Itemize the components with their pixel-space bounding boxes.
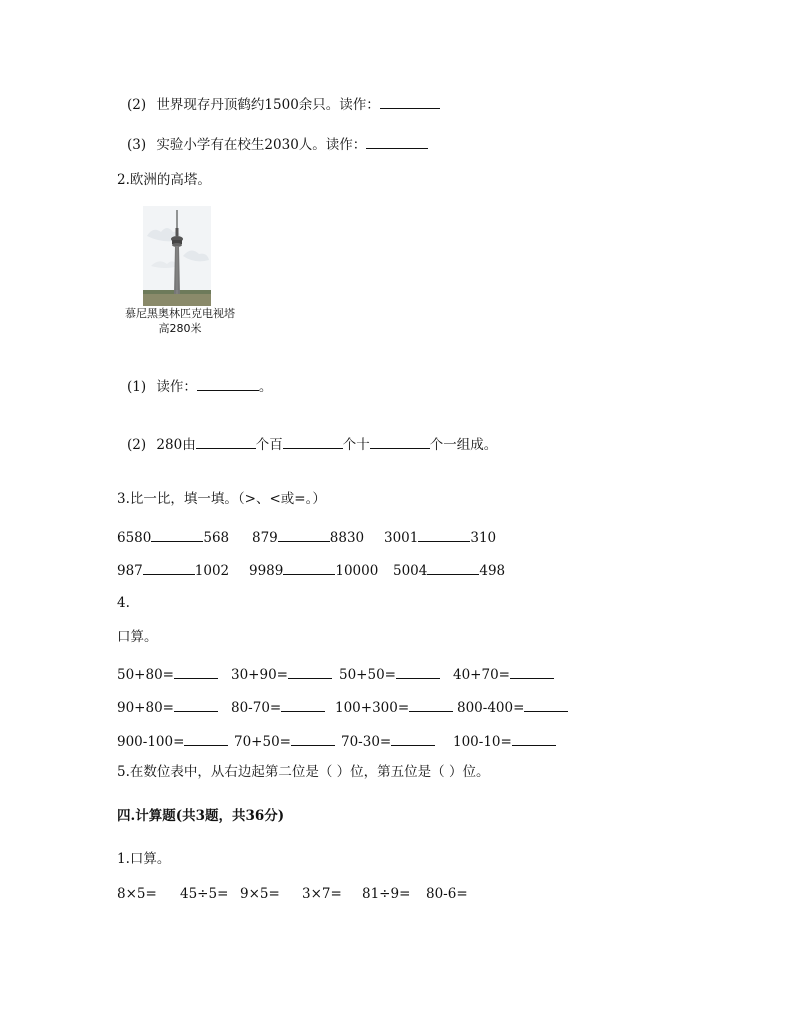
q3-title: 3.比一比，填一填。（>、<或=。）: [117, 491, 326, 507]
item-text: 实验小学有在校生2030人。读作：: [156, 137, 367, 153]
answer-blank[interactable]: [281, 697, 325, 712]
calc-item: 40+70=: [453, 664, 554, 684]
calc-item: 90+80=: [117, 697, 231, 717]
q4-row-3: [117, 731, 556, 751]
calc-item: 50+80=: [117, 664, 231, 684]
answer-blank[interactable]: [184, 731, 228, 746]
answer-blank[interactable]: [278, 527, 330, 542]
compare-item: 5004 498: [393, 560, 505, 580]
tv-tower-image: [143, 206, 211, 306]
calc-item: 100+300=: [335, 697, 457, 717]
answer-blank[interactable]: [288, 664, 332, 679]
q1-item-3: [127, 134, 428, 154]
q5-text: 5.在数位表中，从右边起第二位是（ ）位，第五位是（ ）位。: [117, 764, 490, 780]
tower-caption-height: 高280米: [158, 322, 202, 335]
item-end: 。: [258, 379, 273, 395]
compare-item: 6580 568: [117, 527, 252, 547]
q2-title: 2.欧洲的高塔。: [117, 172, 211, 188]
section-4-q1-items: [117, 885, 468, 903]
q4-row-2: [117, 697, 568, 717]
q1-item-2: [127, 94, 440, 114]
answer-blank[interactable]: [174, 664, 218, 679]
section-4-q1-title: 1.口算。: [117, 851, 171, 867]
calc-item: 80-70=: [231, 697, 335, 717]
calc-item: 30+90=: [231, 664, 339, 684]
q4-number: 4.: [117, 595, 130, 611]
q4-title: 口算。: [117, 629, 158, 645]
answer-blank[interactable]: [291, 731, 335, 746]
answer-blank[interactable]: [143, 560, 195, 575]
answer-blank[interactable]: [524, 697, 568, 712]
answer-blank[interactable]: [366, 134, 428, 149]
compare-item: 3001 310: [384, 527, 496, 547]
calc-item: 800-400=: [457, 697, 568, 717]
calc-item: 8×5=: [117, 886, 157, 902]
q4-row-1: [117, 664, 554, 684]
tower-caption-name: 慕尼黑奥林匹克电视塔: [125, 307, 235, 320]
calc-item: 81÷9=: [362, 886, 411, 902]
answer-blank[interactable]: [427, 560, 479, 575]
item-number: (3): [127, 137, 147, 153]
calc-item: 3×7=: [302, 886, 342, 902]
item-number: (2): [127, 97, 147, 113]
item-number: (1): [127, 379, 147, 395]
calc-item: 100-10=: [453, 731, 556, 751]
answer-blank[interactable]: [174, 697, 218, 712]
section-4-heading: 四.计算题(共3题，共36分): [117, 808, 285, 824]
item-text: 280由: [156, 437, 196, 453]
answer-blank[interactable]: [510, 664, 554, 679]
answer-blank[interactable]: [512, 731, 556, 746]
calc-item: 9×5=: [240, 886, 280, 902]
calc-item: 45÷5=: [180, 886, 229, 902]
q3-row-2: [117, 560, 505, 580]
answer-blank[interactable]: [418, 527, 470, 542]
calc-item: 80-6=: [426, 886, 468, 902]
q3-row-1: [117, 527, 496, 547]
item-text: 个一组成。: [429, 437, 498, 453]
answer-blank[interactable]: [409, 697, 453, 712]
answer-blank[interactable]: [151, 527, 203, 542]
answer-blank[interactable]: [283, 434, 343, 449]
item-text: 个十: [342, 437, 370, 453]
item-number: (2): [127, 437, 147, 453]
answer-blank[interactable]: [370, 434, 430, 449]
q2-sub-1: [127, 376, 272, 396]
answer-blank[interactable]: [196, 434, 256, 449]
q2-sub-2: [127, 434, 497, 454]
calc-item: 70-30=: [341, 731, 453, 751]
answer-blank[interactable]: [396, 664, 440, 679]
answer-blank[interactable]: [197, 376, 259, 391]
compare-item: 879 8830: [252, 527, 384, 547]
calc-item: 70+50=: [234, 731, 341, 751]
compare-item: 987 1002: [117, 560, 249, 580]
calc-item: 900-100=: [117, 731, 234, 751]
answer-blank[interactable]: [380, 94, 440, 109]
item-text: 世界现存丹顶鹤约1500余只。读作：: [156, 97, 380, 113]
item-text: 个百: [255, 437, 283, 453]
item-text: 读作：: [156, 379, 197, 395]
answer-blank[interactable]: [391, 731, 435, 746]
answer-blank[interactable]: [283, 560, 335, 575]
compare-item: 9989 10000: [249, 560, 393, 580]
calc-item: 50+50=: [339, 664, 453, 684]
